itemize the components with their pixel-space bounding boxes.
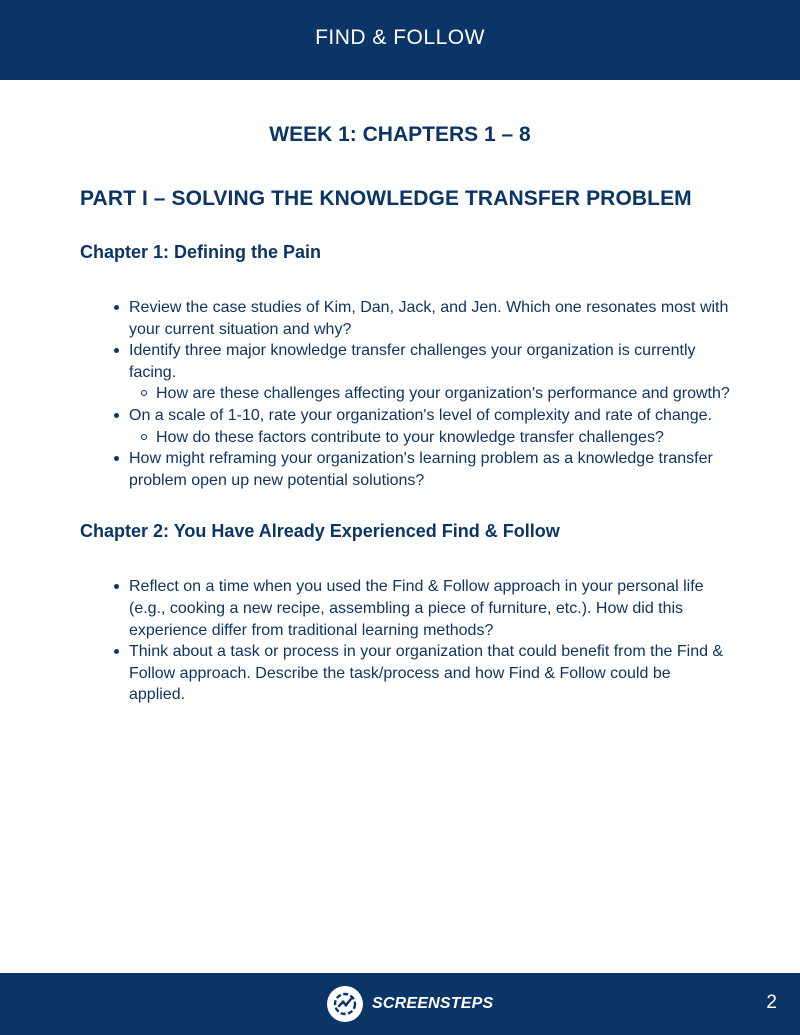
- list-item: [129, 641, 730, 706]
- page-footer: [0, 973, 800, 1035]
- list-item-text: Review the case studies of Kim, Dan, Jack, and Jen. Which one resonates most with your current situation and why?: [129, 299, 729, 338]
- list-item: [129, 340, 730, 405]
- logo-text-bold: SCREEN: [372, 995, 440, 1012]
- list-item-text: Reflect on a time when you used the Find & Follow approach in your personal life (e.g., cooking a new recipe, assembling a piece of furniture, etc.). How did this experience differ from traditional learning methods?: [129, 578, 704, 639]
- screensteps-logo: [327, 986, 493, 1022]
- chapter-1-questions: [80, 297, 730, 491]
- page-number: 2: [766, 992, 777, 1013]
- list-item: [129, 297, 730, 340]
- logo-text-rest: STEPS: [439, 995, 494, 1012]
- logo-wordmark: [372, 995, 493, 1013]
- list-item: [129, 576, 730, 641]
- sub-list-item: How do these factors contribute to your knowledge transfer challenges?: [156, 427, 730, 449]
- list-item-text: How might reframing your organization's learning problem as a knowledge transfer problem open up new potential solutions?: [129, 450, 713, 489]
- part-title: PART I – SOLVING THE KNOWLEDGE TRANSFER PROBLEM: [80, 187, 692, 210]
- page-content: [80, 80, 730, 706]
- week-title: WEEK 1: CHAPTERS 1 – 8: [269, 123, 531, 146]
- sub-list-item: How are these challenges affecting your organization's performance and growth?: [156, 383, 730, 405]
- chapter-2-questions: [80, 576, 730, 706]
- page-header: [0, 0, 800, 80]
- chapter-2-title: Chapter 2: You Have Already Experienced Find & Follow: [80, 521, 560, 542]
- screensteps-logo-icon: [327, 986, 363, 1022]
- list-item: [129, 448, 730, 491]
- list-item-text: On a scale of 1-10, rate your organization's level of complexity and rate of change.: [129, 406, 712, 424]
- list-item-text: Identify three major knowledge transfer challenges your organization is currently facing.: [129, 342, 696, 381]
- sub-list: [129, 383, 730, 405]
- list-item: [129, 405, 730, 448]
- list-item-text: Think about a task or process in your organization that could benefit from the Find & Follow approach. Describe the task/process and how Find & Follow could be applied.: [129, 643, 724, 704]
- sub-list: [129, 427, 730, 449]
- header-title: FIND & FOLLOW: [315, 26, 485, 49]
- chapter-1-title: Chapter 1: Defining the Pain: [80, 242, 322, 262]
